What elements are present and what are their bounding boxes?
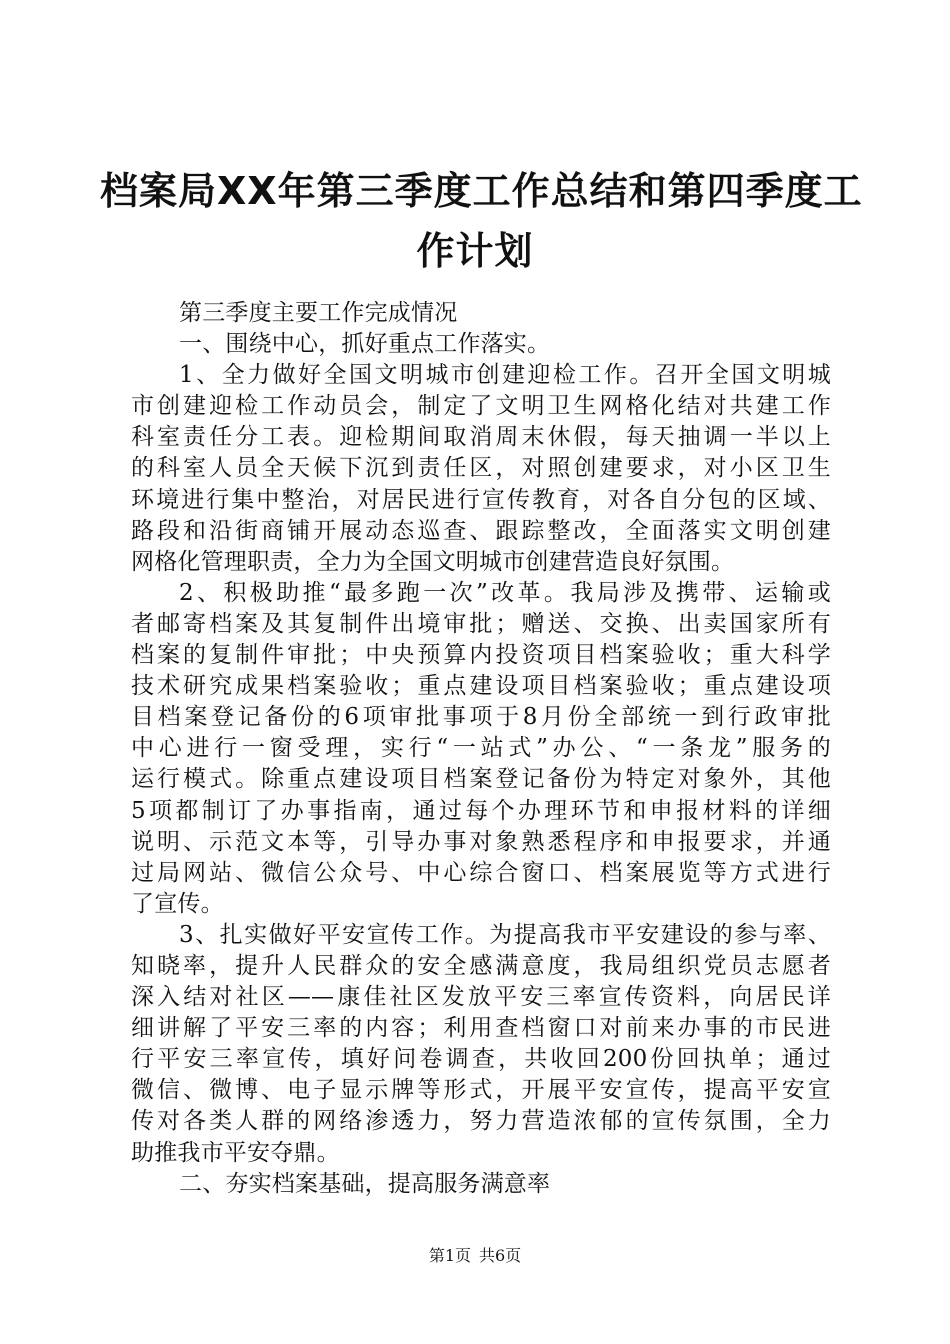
body-line: 目档案登记备份的6项审批事项于8月份全部统一到行政审批 xyxy=(131,704,831,731)
document-body xyxy=(131,298,831,1200)
body-line: 路段和沿街商铺开展动态巡查、跟踪整改，全面落实文明创建 xyxy=(131,517,831,544)
body-line: 2、积极助推“最多跑一次”改革。我局涉及携带、运输或 xyxy=(179,579,831,606)
body-line: 网格化管理职责，全力为全国文明城市创建营造良好氛围。 xyxy=(131,548,735,575)
body-line: 说明、示范文本等，引导办事对象熟悉程序和申报要求，并通 xyxy=(131,828,831,855)
body-line: 者邮寄档案及其复制件出境审批；赠送、交换、出卖国家所有 xyxy=(131,610,831,637)
body-line: 深入结对社区——康佳社区发放平安三率宣传资料，向居民详 xyxy=(131,984,831,1011)
body-line: 环境进行集中整治，对居民进行宣传教育，对各自分包的区域、 xyxy=(131,486,831,513)
body-line: 过局网站、微信公众号、中心综合窗口、档案展览等方式进行 xyxy=(131,859,831,886)
body-line: 中心进行一窗受理，实行“一站式”办公、“一条龙”服务的 xyxy=(131,735,831,762)
body-line: 传对各类人群的网络渗透力，努力营造浓郁的宣传氛围，全力 xyxy=(131,1108,831,1135)
body-line: 档案的复制件审批；中央预算内投资项目档案验收；重大科学 xyxy=(131,642,831,669)
body-line: 运行模式。除重点建设项目档案登记备份为特定对象外，其他 xyxy=(131,766,831,793)
page-total: 共6页 xyxy=(479,1246,522,1265)
body-line: 微信、微博、电子显示牌等形式，开展平安宣传，提高平安宣 xyxy=(131,1077,831,1104)
body-line: 细讲解了平安三率的内容；利用查档窗口对前来办事的市民进 xyxy=(131,1015,831,1042)
body-line: 5项都制订了办事指南，通过每个办理环节和申报材料的详细 xyxy=(131,797,831,824)
page-footer xyxy=(0,1243,950,1266)
body-line: 了宣传。 xyxy=(131,890,224,917)
body-line: 助推我市平安夺鼎。 xyxy=(131,1139,340,1166)
body-line: 市创建迎检工作动员会，制定了文明卫生网格化结对共建工作 xyxy=(131,393,831,420)
page-number: 第1页 xyxy=(428,1246,471,1265)
body-line: 知晓率，提升人民群众的安全感满意度，我局组织党员志愿者 xyxy=(131,952,831,979)
body-line: 第三季度主要工作完成情况 xyxy=(179,300,458,326)
body-line: 行平安三率宣传，填好问卷调查，共收回200份回执单；通过 xyxy=(131,1046,831,1073)
document-title-line-1: 档案局XX年第三季度工作总结和第四季度工 xyxy=(100,169,863,213)
body-line: 技术研究成果档案验收；重点建设项目档案验收；重点建设项 xyxy=(131,673,831,700)
body-line: 二、夯实档案基础，提高服务满意率 xyxy=(179,1170,551,1197)
body-line: 3、扎实做好平安宣传工作。为提高我市平安建设的参与率、 xyxy=(179,921,831,948)
body-line: 1、全力做好全国文明城市创建迎检工作。召开全国文明城 xyxy=(179,362,831,389)
document-title-line-2: 作计划 xyxy=(416,229,534,273)
body-line: 一、围绕中心，抓好重点工作落实。 xyxy=(179,331,551,358)
body-line: 科室责任分工表。迎检期间取消周末休假，每天抽调一半以上 xyxy=(131,424,831,451)
body-line: 的科室人员全天候下沉到责任区，对照创建要求，对小区卫生 xyxy=(131,455,831,482)
